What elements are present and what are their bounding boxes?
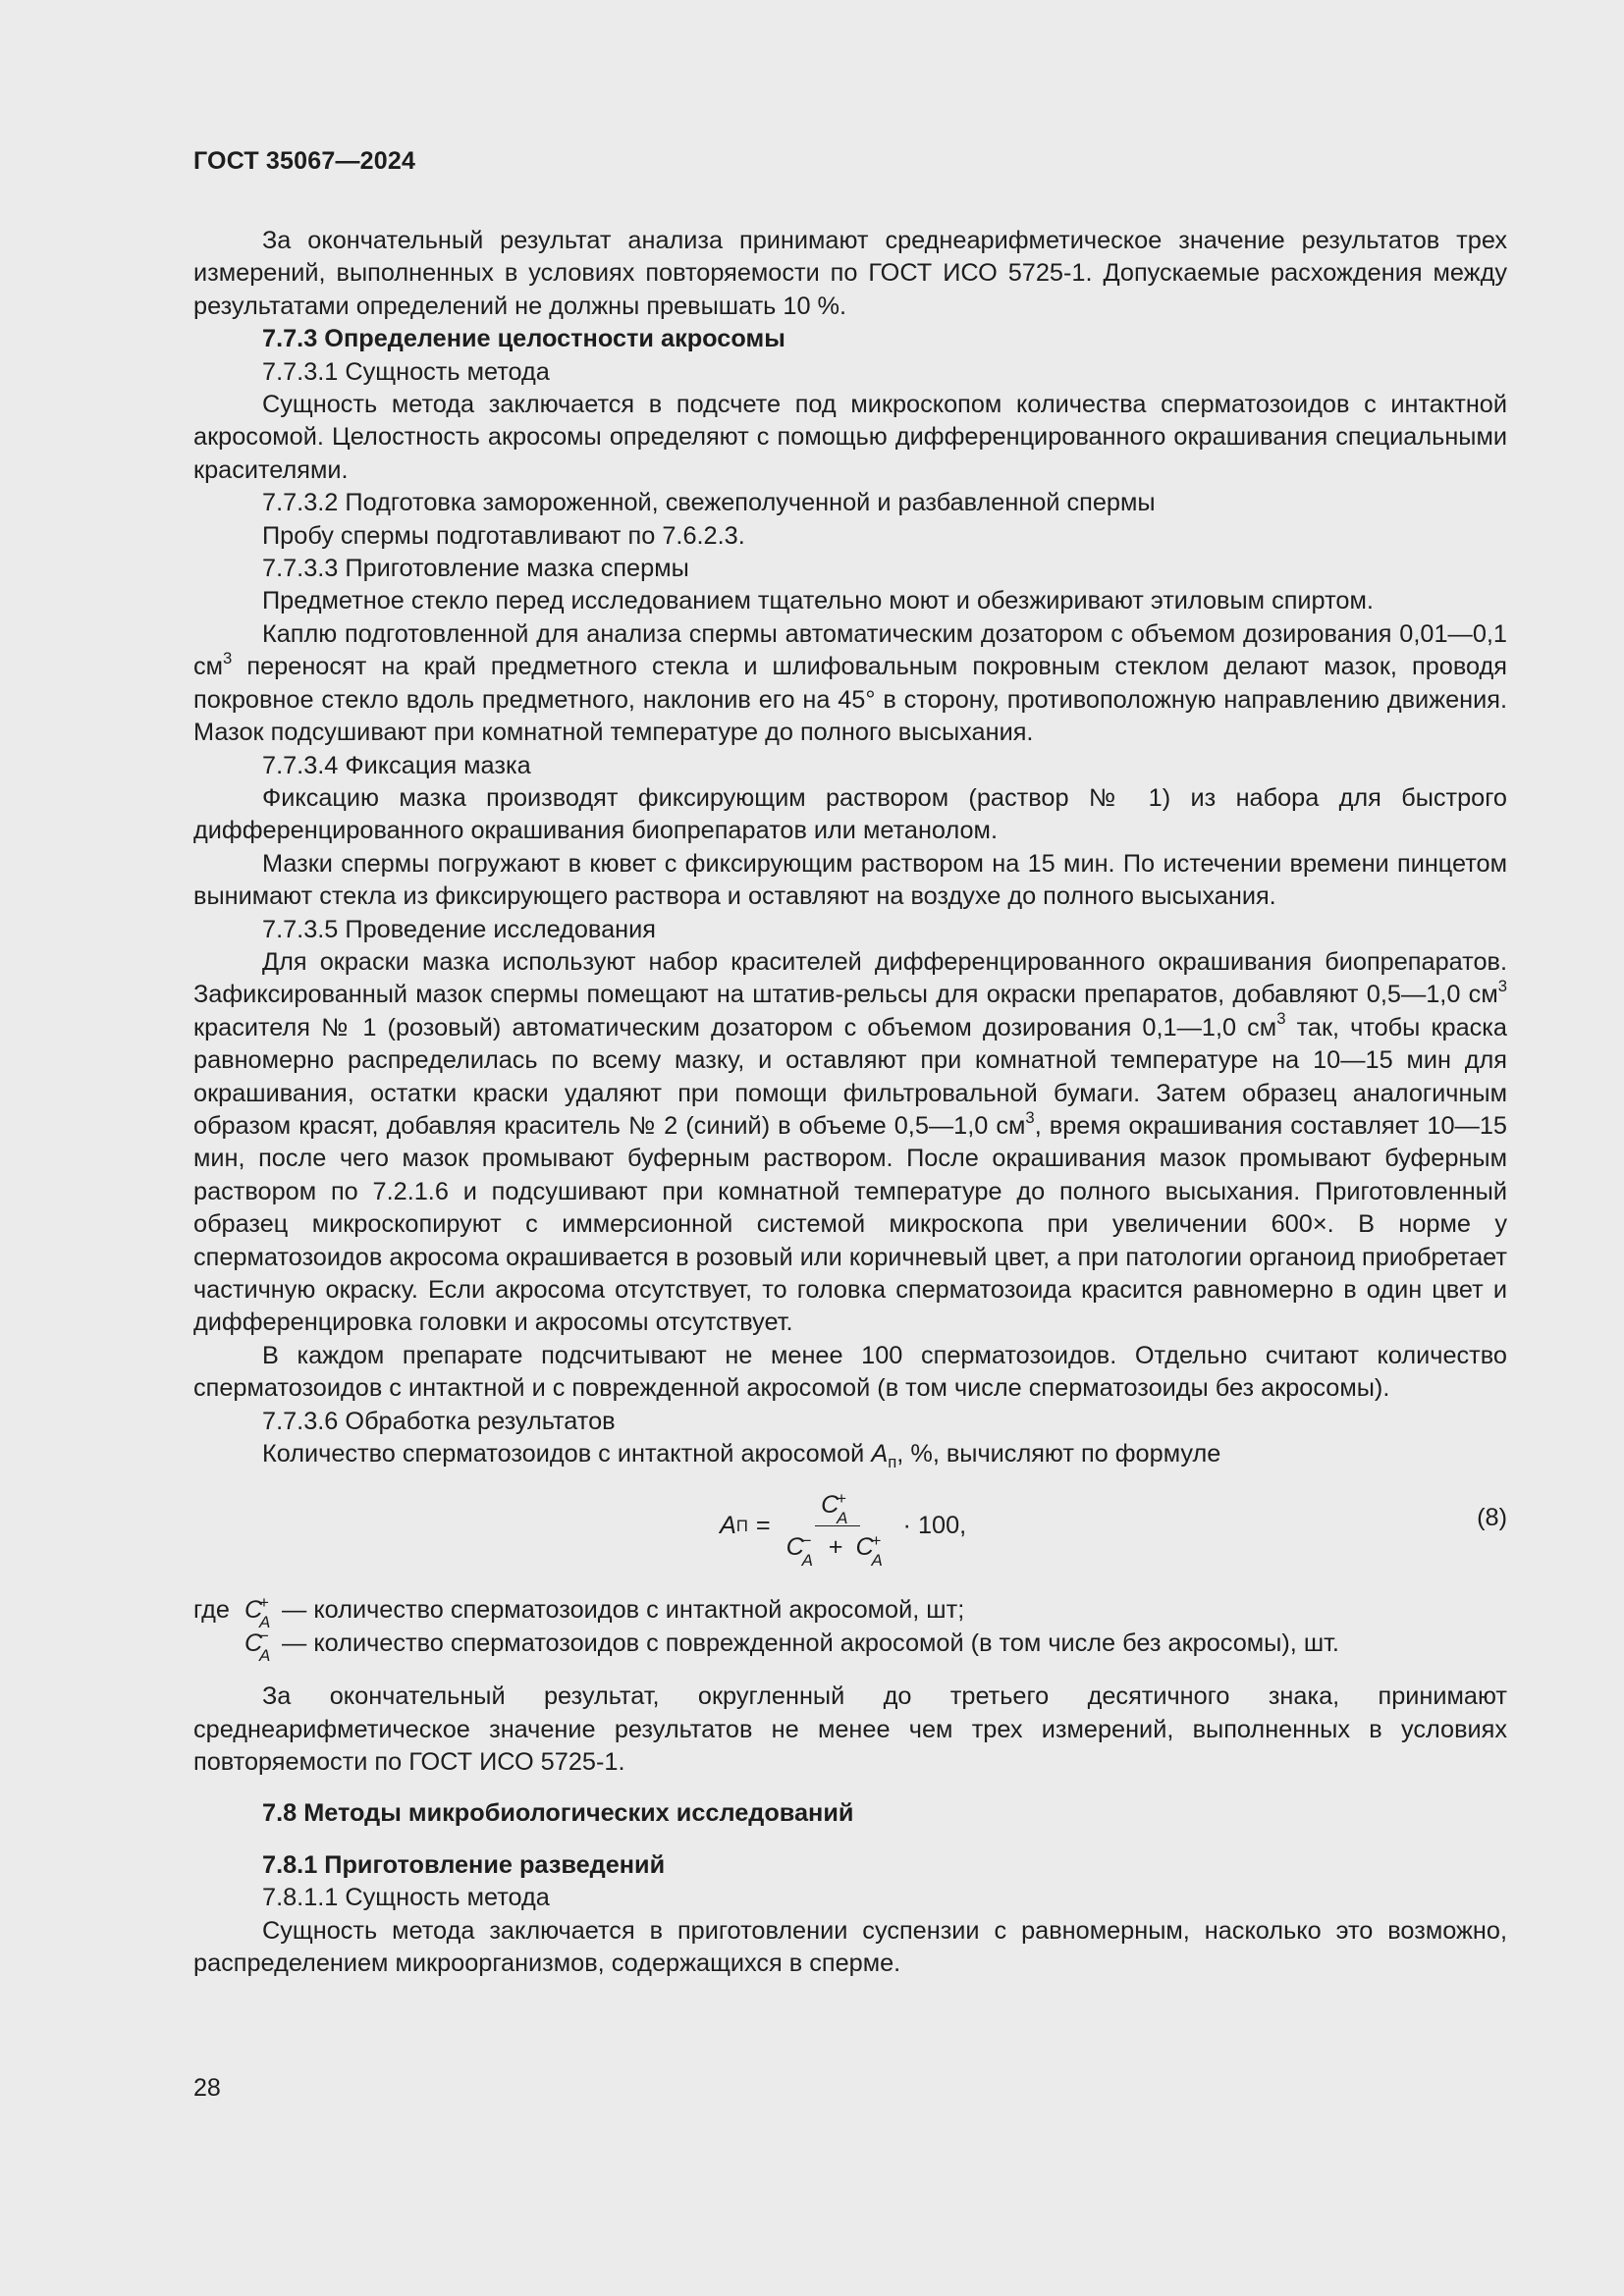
numerator-symbol [821,1488,854,1528]
subscript: A [837,1509,848,1528]
text-run: Количество сперматозоидов с интактной акросомой [262,1440,872,1468]
denominator-symbol-2 [855,1530,890,1571]
paragraph: В каждом препарате подсчитывают не менее 100 сперматозоидов. Отдельно считают количество сперматозоидов с интактной и с поврежденной акросомой (в том числе сперматозоиды без акросомы). [193,1341,1507,1403]
text-run: Для окраски мазка используют набор красителей дифференцированного окрашивания биопрепаратов. Зафиксированный мазок спермы помещают на штатив-рельсы для окраски препаратов, добавляют 0,5—1,0 см [193,947,1507,1009]
page-number: 28 [193,2074,221,2102]
subsection-heading: 7.8.1.1 Сущность метода [262,1884,550,1912]
paragraph: Пробу спермы подготавливают по 7.6.2.3. [262,521,745,550]
subscript: п [888,1453,897,1472]
paragraph: Фиксацию мазка производят фиксирующим раствором (раствор № 1) из набора для быстрого дифференцированного окрашивания биопрепаратов или метанолом. [193,783,1507,845]
denominator-symbol-1 [785,1530,822,1571]
text-run: , время окрашивания составляет 10—15 мин, после чего мазок промывают буферным раствором. После окрашивания мазок промывают буферным раствором по 7.2.1.6 и подсушивают при комнатной температуре до полного высыхания. Приготовленный образец микроскопируют с иммерсионной системой микроскопа при увеличении 600×. В норме у сперматозоидов акросома окрашивается в розовый или коричневый цвет, а при патологии органоид приобретает частичную окраску. Если акросома отсутствует, то головка сперматозоида красится равномерно в один цвет и дифференцировка головки и акросомы отсутствует. [193,1111,1507,1337]
formula: A П = C + A C − A + C + A · 100, [720,1488,966,1564]
superscript: − [259,1626,269,1645]
paragraph: Мазки спермы погружают в кювет с фиксирующим раствором на 15 мин. По истечении времени пинцетом вынимают стекла из фиксирующего раствора и оставляют на воздухе до полного высыхания. [193,849,1507,911]
formula-tail: · 100, [902,1512,967,1540]
subsection-heading: 7.7.3.3 Приготовление мазка спермы [262,555,689,583]
paragraph: Сущность метода заключается в приготовлении суспензии с равномерным, насколько это возможно, распределением микроорганизмов, содержащихся в сперме. [193,1916,1507,1978]
subscript: A [801,1551,813,1571]
paragraph [193,946,1507,1340]
definition-line [193,1626,1507,1665]
symbol-c: C [244,1629,263,1657]
equation-number: (8) [1477,1504,1507,1532]
definition-text: — количество сперматозоидов с интактной акросомой, шт; [282,1596,965,1625]
text-run: Каплю подготовленной для анализа спермы автоматическим дозатором с объемом дозирования 0,01—0,1 см [193,619,1507,681]
where-word: где [193,1596,230,1625]
text-run: , %, вычисляют по формуле [896,1440,1221,1468]
symbol-c: C [244,1596,263,1625]
text-run: красителя № 1 (розовый) автоматическим дозатором с объемом дозирования 0,1—1,0 см [193,1013,1277,1041]
subscript: A [259,1645,271,1665]
superscript: 3 [1276,1009,1286,1029]
paragraph: За окончательный результат, округленный до третьего десятичного знака, принимают среднеарифметическое значение результатов не менее чем трех измерений, выполненных в условиях повторяемости по ГОСТ ИСО 5725-1. [193,1682,1507,1777]
definition-text: — количество сперматозоидов с поврежденной акросомой (в том числе без акросомы), шт. [282,1629,1339,1657]
document-header: ГОСТ 35067—2024 [193,147,416,175]
paragraph [193,1438,1507,1470]
superscript: 3 [223,648,233,667]
paragraph: Сущность метода заключается в подсчете под микроскопом количества сперматозоидов с интактной акросомой. Целостность акросомы определяют с помощью дифференцированного окрашивания специальными красителями. [193,391,1507,484]
definition-symbol [244,1626,282,1665]
superscript: + [871,1531,882,1551]
section-heading: 7.8.1 Приготовление разведений [262,1850,666,1879]
symbol-c: C [785,1533,804,1562]
superscript: − [801,1531,812,1551]
formula-eq: = [755,1512,771,1540]
subscript: A [259,1613,271,1632]
text-run: так, чтобы краска равномерно распределилась по всему мазку, и оставляют при комнатной температуре на 10—15 мин для окрашивания, остатки краски удаляют при помощи фильтровальной бумаги. Затем образец аналогичным образом красят, добавляя краситель № 2 (синий) в объеме 0,5—1,0 см [193,1013,1507,1140]
symbol: A [871,1440,889,1468]
paragraph: За окончательный результат анализа принимают среднеарифметическое значение результатов трех измерений, выполненных в условиях повторяемости по ГОСТ ИСО 5725-1. Допускаемые расхождения между результатами определений не должны превышать 10 %. [193,227,1507,320]
plus-sign: + [828,1533,843,1562]
superscript: + [259,1593,269,1613]
paragraph [193,618,1507,750]
section-heading: 7.8 Методы микробиологических исследований [262,1799,854,1828]
formula-lhs: A [720,1512,736,1540]
subsection-heading: 7.7.3.2 Подготовка замороженной, свежеполученной и разбавленной спермы [262,489,1156,517]
variable-definitions [193,1593,1507,1665]
formula-block [193,1482,1507,1590]
document-body [193,225,1507,1981]
subsection-heading: 7.7.3.6 Обработка результатов [262,1407,616,1435]
section-heading: 7.7.3 Определение целостности акросомы [262,325,785,353]
subsection-heading: 7.7.3.5 Проведение исследования [262,915,656,943]
subsection-heading: 7.7.3.1 Сущность метода [262,357,550,386]
paragraph: Предметное стекло перед исследованием тщательно моют и обезжиривают этиловым спиртом. [262,587,1374,615]
definition-line [193,1593,1507,1632]
subscript: A [871,1551,883,1571]
symbol-c: C [821,1491,839,1520]
superscript: + [837,1489,847,1509]
subsection-heading: 7.7.3.4 Фиксация мазка [262,751,531,779]
superscript: 3 [1025,1107,1035,1127]
formula-fraction [781,1488,895,1571]
symbol-c: C [855,1533,874,1562]
text-run: переносят на край предметного стекла и шлифовальным покровным стеклом делают мазок, проводя покровное стекло вдоль предметного, наклонив его на 45° в сторону, противоположную направлению движения. Мазок подсушивают при комнатной температуре до полного высыхания. [193,653,1507,747]
formula-numerator [815,1488,860,1526]
superscript: 3 [1497,976,1507,995]
